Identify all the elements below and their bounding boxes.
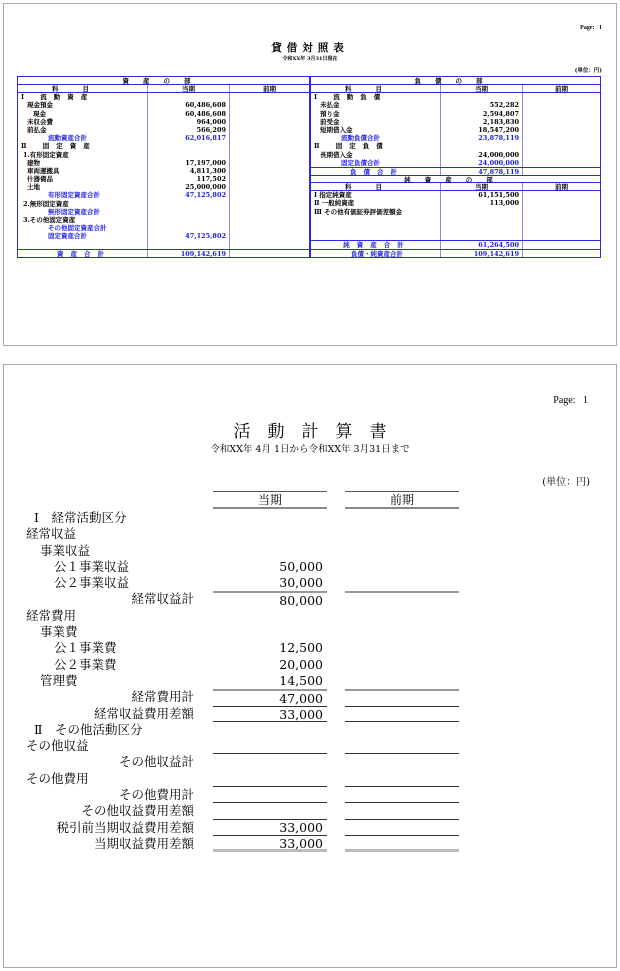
net-assets-total-row	[311, 240, 600, 248]
row-label: 未払金	[311, 101, 441, 109]
liabilities-section-title: 負債の部	[311, 77, 600, 85]
row-label: 流動負債合計	[311, 134, 441, 142]
row-label: Ⅱ その他活動区分	[34, 721, 143, 737]
table-row	[18, 232, 309, 240]
row-current: 47,878,119	[441, 168, 523, 175]
assets-table	[17, 76, 310, 258]
row-label: その他収益計	[118, 754, 194, 770]
row-current: 33,000	[213, 836, 327, 852]
row-previous	[345, 510, 459, 526]
row-current	[148, 208, 230, 216]
row-current: 113,000	[441, 199, 523, 207]
table-row	[18, 167, 309, 175]
row-current	[148, 142, 230, 150]
table-row	[311, 199, 600, 207]
table-row	[18, 93, 309, 101]
statement-row	[26, 575, 466, 591]
statement-row	[26, 689, 466, 705]
row-current	[213, 526, 327, 542]
row-current	[213, 787, 327, 803]
row-label: 経常費用	[26, 607, 77, 623]
row-label: 土地	[18, 183, 148, 191]
row-current: 60,486,608	[148, 101, 230, 109]
row-label: 1.有形固定資産	[18, 151, 148, 159]
row-current: 47,125,802	[148, 191, 230, 199]
row-previous	[345, 754, 459, 770]
row-label: 有形固定資産合計	[18, 191, 148, 199]
row-current: 30,000	[279, 575, 323, 591]
row-current: 552,282	[441, 101, 523, 109]
row-label: 管理費	[40, 672, 78, 688]
row-previous	[523, 110, 600, 118]
column-header-current: 当期	[213, 491, 327, 509]
row-label: その他収益費用差額	[81, 803, 194, 819]
header-item: 科目	[311, 183, 441, 190]
row-label: 固定負債合計	[311, 159, 441, 167]
row-previous	[345, 787, 459, 803]
row-previous	[345, 657, 459, 673]
page-number-value: 1	[599, 25, 602, 31]
table-row	[311, 118, 600, 126]
row-label: 什器備品	[18, 175, 148, 183]
activity-statement-body	[26, 510, 466, 852]
row-previous	[345, 820, 459, 836]
row-previous	[230, 126, 309, 134]
row-previous	[345, 836, 459, 852]
statement-row	[26, 820, 466, 836]
row-current: 50,000	[279, 558, 323, 574]
row-previous	[230, 224, 309, 232]
row-label: 固定資産合計	[18, 232, 148, 240]
row-label: 前払金	[18, 126, 148, 134]
net-assets-section-title: 純資産の部	[311, 175, 600, 183]
table-row	[311, 126, 600, 134]
header-current: 当期	[441, 183, 523, 190]
row-label: 純資産合計	[311, 241, 441, 248]
row-previous	[230, 151, 309, 159]
row-label: 当期収益費用差額	[93, 835, 194, 851]
row-previous	[523, 241, 600, 248]
row-label: その他固定資産合計	[18, 224, 148, 232]
table-row	[18, 224, 309, 232]
row-current: 61,264,500	[441, 241, 523, 248]
row-label: Ⅱ 固定負債	[311, 142, 441, 150]
row-label: 税引前当期収益費用差額	[56, 819, 194, 835]
row-previous	[345, 673, 459, 689]
row-label: 公２事業収益	[54, 575, 130, 591]
row-label: 預り金	[311, 110, 441, 118]
table-row	[18, 216, 309, 224]
row-previous	[345, 526, 459, 542]
row-current: 33,000	[213, 706, 327, 722]
row-label: 事業費	[40, 624, 78, 640]
row-current	[148, 200, 230, 208]
row-current: 24,000,000	[441, 151, 523, 159]
assets-total-row	[18, 249, 309, 257]
row-label: 経常費用計	[131, 689, 194, 705]
row-previous	[230, 232, 309, 240]
row-label: 公２事業費	[54, 656, 117, 672]
row-current: 566,209	[148, 126, 230, 134]
row-label: その他収益	[26, 738, 89, 754]
row-previous	[345, 803, 459, 819]
table-row	[311, 110, 600, 118]
row-label: 経常収益計	[131, 591, 194, 607]
row-label: 事業収益	[40, 542, 91, 558]
statement-row	[26, 526, 466, 542]
row-label: 長期借入金	[311, 151, 441, 159]
table-row	[311, 159, 600, 167]
table-row	[18, 151, 309, 159]
row-current: 80,000	[213, 591, 327, 607]
activity-statement-page	[3, 364, 617, 968]
statement-row	[26, 771, 466, 787]
row-previous	[523, 142, 600, 150]
as-of-date: 令和XX年 3月31日現在	[282, 56, 338, 62]
balance-sheet-page	[3, 3, 617, 346]
header-current: 当期	[148, 85, 230, 92]
row-previous	[345, 738, 459, 754]
row-label: 未収会費	[18, 118, 148, 126]
row-label: 負債合計	[311, 168, 441, 175]
table-row	[18, 134, 309, 142]
header-current: 当期	[441, 85, 523, 92]
row-label: 資産合計	[18, 250, 148, 257]
statement-row	[26, 722, 466, 738]
row-current: 2,183,830	[441, 118, 523, 126]
table-row	[18, 159, 309, 167]
row-label: 経常収益費用差額	[93, 705, 194, 721]
table-row	[18, 183, 309, 191]
statement-row	[26, 559, 466, 575]
row-previous	[345, 559, 459, 575]
table-row	[18, 175, 309, 183]
row-previous	[523, 126, 600, 134]
row-current: 23,878,119	[441, 134, 523, 142]
row-current: 12,500	[279, 640, 323, 656]
row-previous	[523, 250, 600, 257]
row-current	[213, 754, 327, 770]
row-label: 車両運搬具	[18, 167, 148, 175]
row-current: 17,197,000	[148, 159, 230, 167]
statement-row	[26, 591, 466, 607]
row-previous	[523, 101, 600, 109]
row-current: 47,000	[213, 689, 327, 705]
statement-row	[26, 787, 466, 803]
table-row	[311, 208, 600, 216]
row-previous	[230, 208, 309, 216]
row-label: Ⅱ 固定資産	[18, 142, 148, 150]
statement-row	[26, 608, 466, 624]
row-label: 流動資産合計	[18, 134, 148, 142]
row-current: 62,016,817	[148, 134, 230, 142]
table-row	[18, 110, 309, 118]
table-row	[311, 191, 600, 199]
table-row	[18, 118, 309, 126]
row-current	[213, 771, 327, 787]
row-previous	[523, 151, 600, 159]
row-current: 4,811,300	[148, 167, 230, 175]
table-row	[311, 151, 600, 159]
row-previous	[345, 640, 459, 656]
row-current	[213, 608, 327, 624]
row-current: 33,000	[213, 820, 327, 836]
row-previous	[523, 159, 600, 167]
table-row	[18, 191, 309, 199]
row-current: 109,142,619	[441, 250, 523, 257]
row-current	[148, 224, 230, 232]
page-title: 貸借対照表	[271, 42, 349, 54]
row-previous	[230, 175, 309, 183]
table-row	[18, 200, 309, 208]
row-current	[148, 93, 230, 101]
row-label: Ⅰ 経常活動区分	[34, 510, 127, 525]
row-label: 短期借入金	[311, 126, 441, 134]
row-previous	[230, 200, 309, 208]
header-previous: 前期	[263, 85, 276, 93]
row-label: 建物	[18, 159, 148, 167]
row-previous	[230, 110, 309, 118]
row-current: 117,502	[148, 175, 230, 183]
row-current	[213, 543, 327, 559]
row-current: 47,125,802	[148, 232, 230, 240]
header-previous: 前期	[555, 183, 568, 192]
row-previous	[230, 183, 309, 191]
row-current: 60,486,608	[148, 110, 230, 118]
row-previous	[523, 93, 600, 101]
row-label: 現金	[18, 110, 148, 118]
row-label: Ⅰ 流動負債	[311, 93, 441, 101]
row-label: 公１事業費	[54, 640, 117, 656]
table-row	[311, 93, 600, 101]
row-previous	[230, 191, 309, 199]
row-current	[441, 142, 523, 150]
unit-label: (単位：円)	[542, 477, 590, 488]
row-current	[441, 208, 523, 216]
row-label: 負債・純資産合計	[311, 250, 441, 257]
page-number-value: 1	[583, 395, 588, 406]
row-current: 20,000	[279, 656, 323, 672]
table-row	[18, 208, 309, 216]
row-previous	[345, 706, 459, 722]
row-label: Ⅰ 指定純資産	[311, 191, 441, 199]
statement-row	[26, 640, 466, 656]
table-header	[311, 183, 600, 191]
row-current	[441, 93, 523, 101]
row-previous	[230, 118, 309, 126]
header-previous: 前期	[555, 85, 568, 93]
row-label: Ⅰ 流動資産	[18, 93, 148, 101]
row-label: 公１事業収益	[54, 558, 130, 574]
row-current	[213, 722, 327, 738]
row-current: 14,500	[279, 672, 323, 688]
row-current: 18,547,200	[441, 126, 523, 134]
row-label: 経常収益	[26, 526, 77, 542]
row-label: Ⅲ その他有価証券評価差額金	[311, 208, 441, 216]
row-current: 964,000	[148, 118, 230, 126]
row-current	[213, 624, 327, 640]
row-previous	[523, 118, 600, 126]
row-current	[148, 151, 230, 159]
table-row	[311, 134, 600, 142]
row-previous	[230, 250, 309, 257]
row-previous	[230, 101, 309, 109]
page-number	[553, 395, 588, 406]
statement-row	[26, 754, 466, 770]
period-label: 令和XX年 4月 1日から令和XX年 3月31日まで	[210, 444, 410, 455]
row-label: Ⅱ 一般純資産	[311, 199, 441, 207]
statement-row	[26, 543, 466, 559]
statement-row	[26, 624, 466, 640]
row-previous	[345, 624, 459, 640]
table-row	[311, 101, 600, 109]
grand-total-row	[311, 249, 600, 257]
statement-row	[26, 803, 466, 819]
row-label: 無形固定資産合計	[18, 208, 148, 216]
page-title: 活動計算書	[233, 422, 404, 442]
row-previous	[345, 543, 459, 559]
statement-row	[26, 673, 466, 689]
statement-row	[26, 510, 466, 526]
row-previous	[345, 575, 459, 591]
row-previous	[345, 722, 459, 738]
table-header	[18, 85, 309, 93]
assets-section-title: 資産の部	[18, 77, 309, 85]
row-previous	[523, 168, 600, 175]
row-current: 61,151,500	[441, 191, 523, 199]
row-previous	[230, 159, 309, 167]
table-row	[18, 142, 309, 150]
row-previous	[230, 216, 309, 224]
row-label: 2.無形固定資産	[18, 200, 148, 208]
row-label: その他費用計	[118, 787, 194, 803]
header-item: 科目	[18, 85, 148, 92]
table-header	[311, 85, 600, 93]
row-current: 25,000,000	[148, 183, 230, 191]
row-label: 3.その他固定資産	[18, 216, 148, 224]
row-previous	[523, 199, 600, 207]
row-current	[148, 216, 230, 224]
page-label: Page:	[580, 25, 595, 31]
row-previous	[345, 689, 459, 705]
row-current	[213, 738, 327, 754]
row-previous	[345, 608, 459, 624]
page-number	[580, 25, 602, 31]
table-row	[311, 142, 600, 150]
row-previous	[523, 134, 600, 142]
row-previous	[345, 771, 459, 787]
row-current: 2,594,807	[441, 110, 523, 118]
row-previous	[345, 591, 459, 607]
header-item: 科目	[311, 85, 441, 92]
row-current: 24,000,000	[441, 159, 523, 167]
column-header-previous: 前期	[345, 491, 459, 509]
statement-row	[26, 706, 466, 722]
table-row	[18, 126, 309, 134]
row-previous	[230, 134, 309, 142]
row-previous	[523, 191, 600, 199]
liabilities-table	[310, 76, 601, 258]
row-label: 前受金	[311, 118, 441, 126]
statement-row	[26, 836, 466, 852]
row-label: 現金預金	[18, 101, 148, 109]
statement-row	[26, 657, 466, 673]
liabilities-total-row	[311, 167, 600, 175]
row-current: 109,142,619	[148, 250, 230, 257]
row-previous	[230, 93, 309, 101]
unit-label: (単位：円)	[574, 68, 602, 74]
row-current	[213, 803, 327, 819]
row-previous	[523, 208, 600, 216]
row-previous	[230, 142, 309, 150]
statement-row	[26, 738, 466, 754]
page-label: Page:	[553, 395, 576, 406]
row-label: その他費用	[26, 770, 89, 786]
row-previous	[230, 167, 309, 175]
table-row	[18, 101, 309, 109]
row-current	[213, 510, 327, 526]
